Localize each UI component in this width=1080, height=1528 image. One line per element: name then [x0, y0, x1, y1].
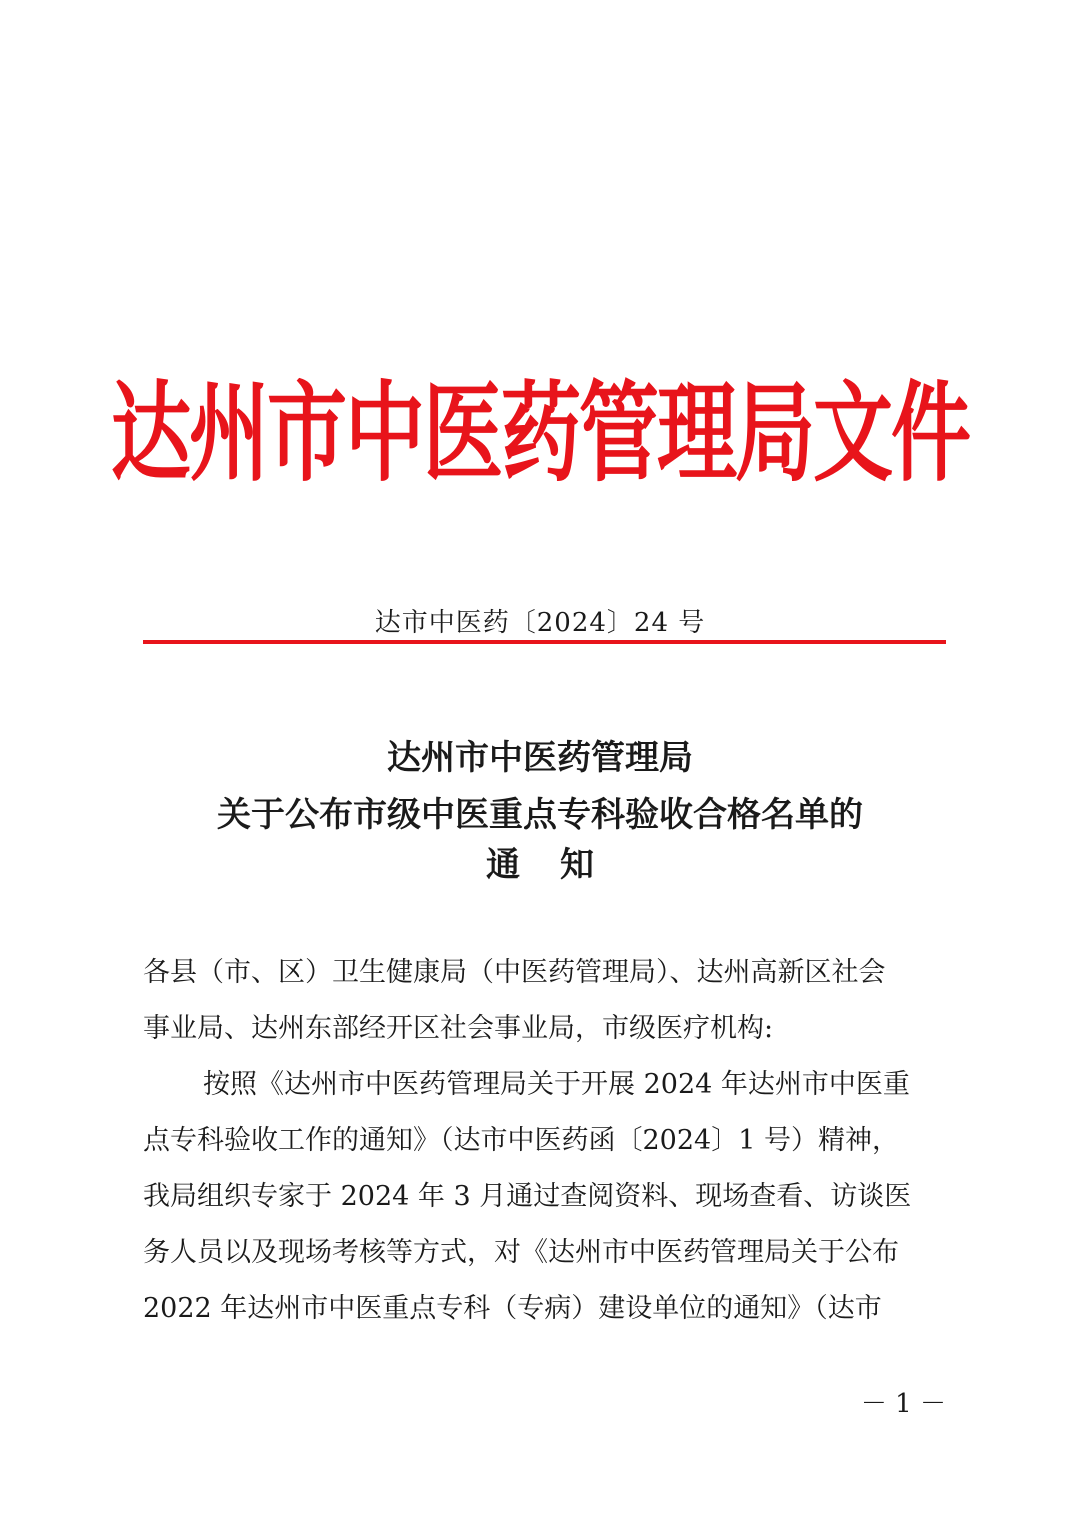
body-line-5: 我局组织专家于 2024 年 3 月通过查阅资料、现场查看、访谈医 — [143, 1181, 912, 1212]
red-divider-line — [143, 640, 946, 644]
document-masthead: 达州市中医药管理局文件 — [111, 369, 969, 497]
body-line-4: 点专科验收工作的通知》（达市中医药函〔2024〕1 号）精神， — [143, 1125, 899, 1156]
body-line-2: 事业局、达州东部经开区社会事业局，市级医疗机构: — [143, 1013, 774, 1044]
body-line-7: 2022 年达州市中医重点专科（专病）建设单位的通知》（达市 — [143, 1293, 882, 1324]
title-line-1: 达州市中医药管理局 — [387, 738, 693, 778]
body-line-6: 务人员以及现场考核等方式，对《达州市中医药管理局关于公布 — [143, 1237, 899, 1268]
body-line-1: 各县（市、区）卫生健康局（中医药管理局）、达州高新区社会 — [143, 957, 886, 988]
title-line-2: 关于公布市级中医重点专科验收合格名单的 — [217, 795, 863, 835]
page-number: － 1 － — [860, 1389, 946, 1419]
body-line-3: 按照《达州市中医药管理局关于开展 2024 年达州市中医重 — [203, 1069, 910, 1100]
document-number: 达市中医药〔2024〕24 号 — [374, 608, 706, 638]
title-line-3: 通知 — [486, 845, 634, 885]
